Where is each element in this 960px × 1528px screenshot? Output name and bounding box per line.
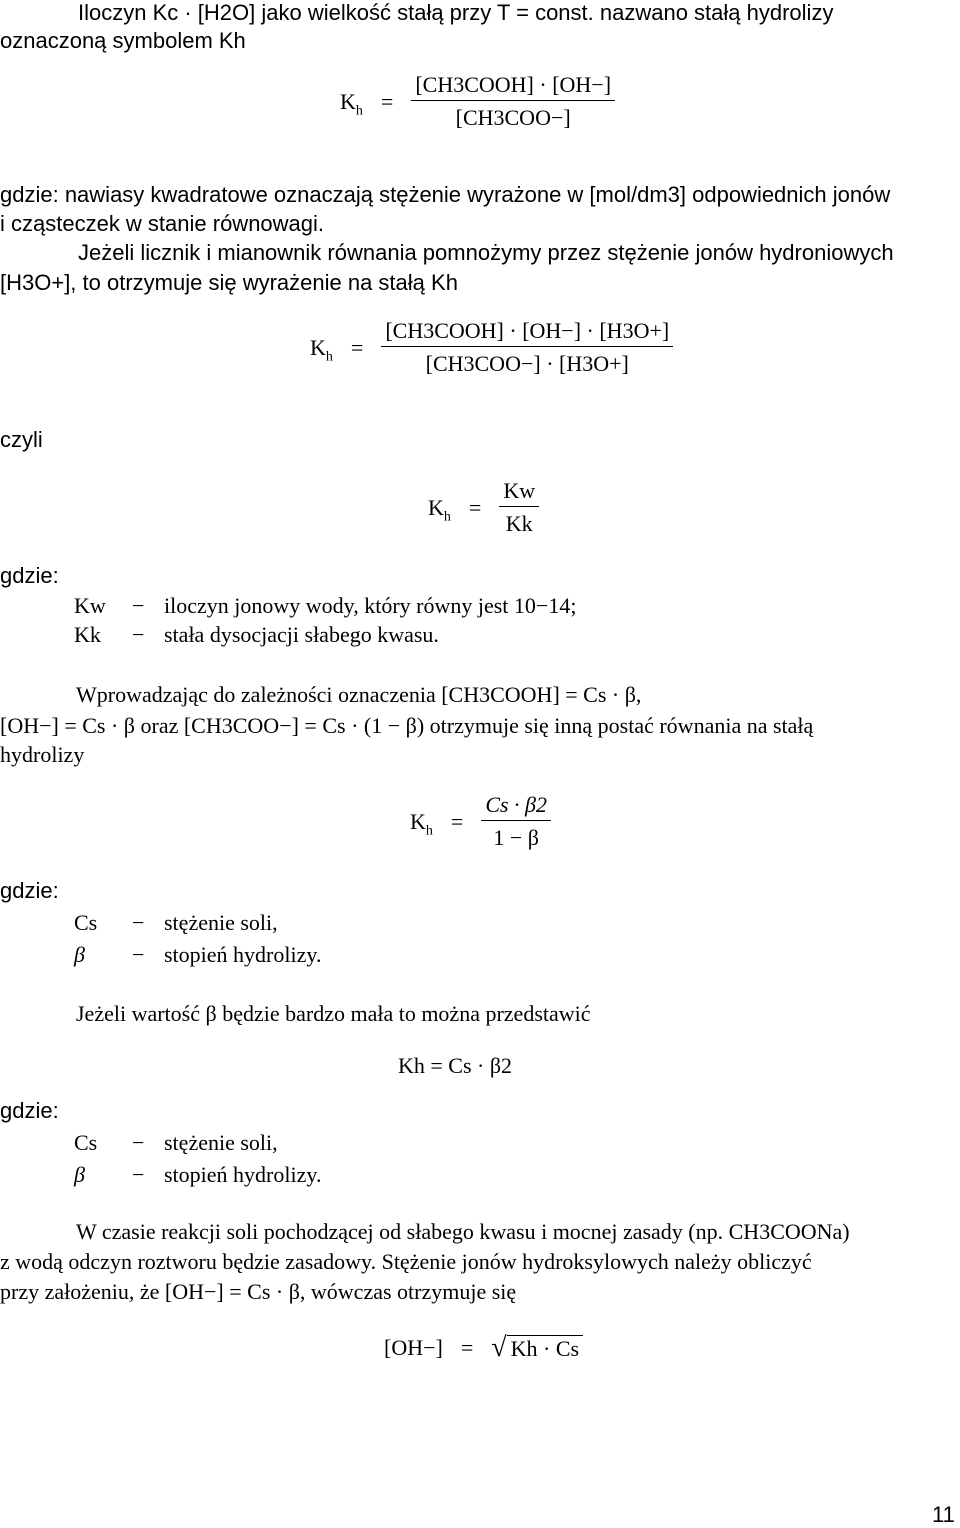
def-sym: β xyxy=(74,1162,85,1187)
def-desc: iloczyn jonowy wody, który równy jest 10−14; xyxy=(164,593,577,618)
page-number: 11 xyxy=(932,1502,955,1527)
def-dash: − xyxy=(132,910,145,935)
def-sym: Kw xyxy=(74,593,106,618)
intro-line-1: Iloczyn Kc · [H2O] jako wielkość stałą przy T = const. nazwano stałą hydrolizy xyxy=(78,0,834,25)
intro-line-2: oznaczoną symbolem Kh xyxy=(0,28,246,53)
eq1-lhs: $K_h$ xyxy=(340,88,363,118)
eq4-denominator: 1 − β xyxy=(493,825,539,850)
substitution-line-3: hydrolizy xyxy=(0,742,85,767)
def-desc: stopień hydrolizy. xyxy=(164,1162,322,1187)
eq2-denominator: [CH3COO−] · [H3O+] xyxy=(425,351,629,376)
def-sym: Cs xyxy=(74,910,98,935)
multiply-line-2: [H3O+], to otrzymuje się wyrażenie na stałą Kh xyxy=(0,270,458,295)
equation-kw-over-kk: $K_h$ = $\frac{Kw}{Kk}$ xyxy=(428,478,539,537)
eq1-numerator: [CH3COOH] · [OH−] xyxy=(411,72,615,101)
def-sym: β xyxy=(74,942,85,967)
gdzie-label-1: gdzie: xyxy=(0,563,59,588)
def-desc: stała dysocjacji słabego kwasu. xyxy=(164,622,439,647)
substitution-line-2: [OH−] = Cs · β oraz [CH3COO−] = Cs · (1 − β) otrzymuje się inną postać równania na stałą xyxy=(0,713,814,738)
eq2-numerator: [CH3COOH] · [OH−] · [H3O+] xyxy=(381,318,673,347)
def-dash: − xyxy=(132,1162,145,1187)
equation-hydrolysis-constant: $K_h$ = $\frac{\text{[CH3COOH] · [OH−]}}{\text{[CH3COO−]}}$ xyxy=(340,72,615,131)
reaction-line-2: z wodą odczyn roztworu będzie zasadowy. Stężenie jonów hydroksylowych należy obliczyć xyxy=(0,1249,812,1274)
czyli-label: czyli xyxy=(0,427,43,452)
def-dash: − xyxy=(132,1130,145,1155)
eq4-numerator: Cs · β2 xyxy=(481,792,551,821)
def-desc: stężenie soli, xyxy=(164,910,278,935)
where-line-1: gdzie: nawiasy kwadratowe oznaczają stężenie wyrażone w [mol/dm3] odpowiednich jonów xyxy=(0,182,891,207)
eq6-rhs: Kh · Cs xyxy=(507,1335,583,1362)
eq1-denominator: [CH3COO−] xyxy=(455,105,571,130)
def-sym: Cs xyxy=(74,1130,98,1155)
def-desc: stężenie soli, xyxy=(164,1130,278,1155)
def-sym: Kk xyxy=(74,622,101,647)
eq6-lhs: [OH−] xyxy=(384,1335,443,1360)
equation-beta: $K_h$ = $\frac{Cs \cdot \beta 2}{1 - \beta}$ xyxy=(410,792,551,851)
equation-oh: [OH−] = √ Kh · Cs xyxy=(384,1332,583,1364)
def-dash: − xyxy=(132,622,145,647)
eq3-numerator: Kw xyxy=(499,478,539,507)
eq4-lhs: $K_h$ xyxy=(410,808,433,838)
eq3-lhs: $K_h$ xyxy=(428,494,451,524)
equation-simplified: Kh = Cs · β2 xyxy=(398,1053,513,1078)
where-line-2: i cząsteczek w stanie równowagi. xyxy=(0,211,325,236)
substitution-line-1: Wprowadzając do zależności oznaczenia [CH3COOH] = Cs · β, xyxy=(76,682,642,707)
def-dash: − xyxy=(132,593,145,618)
eq3-denominator: Kk xyxy=(505,511,533,536)
def-dash: − xyxy=(132,942,145,967)
equation-expanded: $K_h$ = $\frac{\text{[CH3COOH] · [OH−] · [H3O+]}}{\text{[CH3COO−] · [H3O+]}}$ xyxy=(310,318,673,377)
gdzie-label-3: gdzie: xyxy=(0,1098,59,1123)
eq2-lhs: $K_h$ xyxy=(310,334,333,364)
reaction-line-3: przy założeniu, że [OH−] = Cs · β, wówczas otrzymuje się xyxy=(0,1279,517,1304)
multiply-line-1: Jeżeli licznik i mianownik równania pomnożymy przez stężenie jonów hydroniowych xyxy=(78,240,894,265)
reaction-line-1: W czasie reakcji soli pochodzącej od słabego kwasu i mocnej zasady (np. CH3COONa) xyxy=(76,1219,850,1244)
def-desc: stopień hydrolizy. xyxy=(164,942,322,967)
gdzie-label-2: gdzie: xyxy=(0,878,59,903)
small-beta-line: Jeżeli wartość β będzie bardzo mała to można przedstawić xyxy=(76,1001,591,1026)
